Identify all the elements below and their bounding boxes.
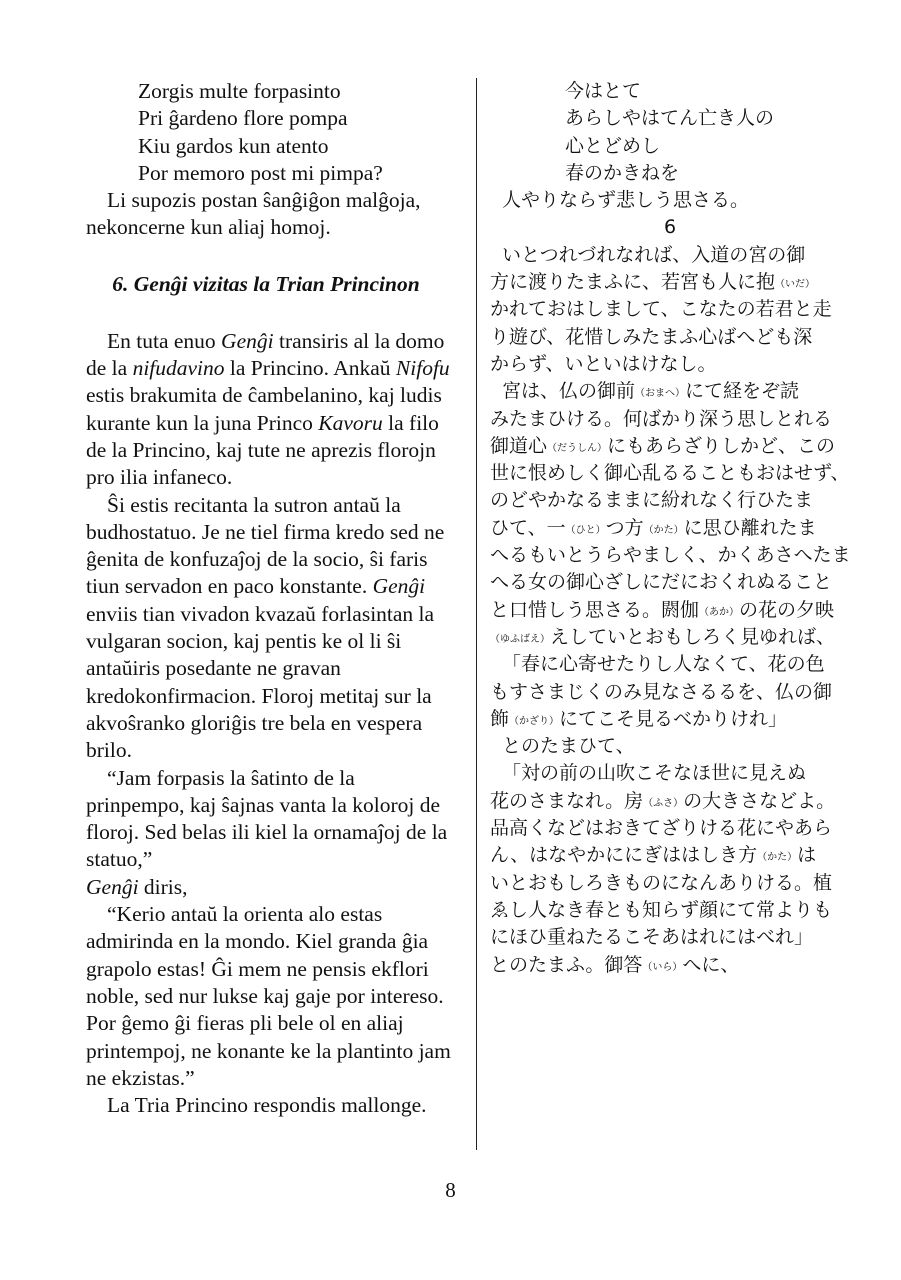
- text-line: Ŝi estis recitanta la sutron antaŭ la: [107, 492, 401, 517]
- text-line: のどやかなるままに紛れなく行ひたま: [490, 489, 814, 512]
- text-line: ゑし人なき春とも知らず顔にて常よりも: [490, 898, 833, 921]
- text-line: La Tria Princino respondis mallonge.: [107, 1093, 427, 1118]
- text-line: Genĝi diris,: [86, 874, 188, 899]
- text-line: 人やりならず悲しう思さる。: [502, 189, 750, 212]
- text-line: 宮は、仏の御前（おまへ）にて経をぞ読: [502, 380, 800, 403]
- text-line: と口惜しう思さる。閼伽（あか）の花の夕映: [490, 598, 835, 621]
- text-line: En tuta enuo Genĝi transiris al la domo: [107, 328, 445, 353]
- text-line: ĝenita de konfuzaĵoj de la socio, ŝi faris: [86, 547, 428, 572]
- japanese-column: [490, 78, 850, 979]
- text-line: 飾（かざり）にてこそ見るべかりけれ」: [490, 707, 788, 730]
- section-number: 6: [663, 216, 677, 239]
- text-line: floroj. Sed belas ili kiel la ornamaĵoj de la: [86, 820, 448, 845]
- ruby-reading: （ゆふばえ）: [490, 633, 550, 645]
- poem-line: 今はとて: [565, 80, 642, 102]
- text-line: 方に渡りたまふに、若宮も人に抱（いだ）: [490, 271, 816, 294]
- text-line: prinpempo, kaj ŝajnas vanta la koloroj de: [86, 792, 441, 817]
- ruby-reading: （あか）: [699, 606, 740, 618]
- verse-line: Pri ĝardeno flore pompa: [138, 106, 348, 131]
- text-line: kredokonfirmacion. Floroj metitaj sur la: [86, 683, 432, 708]
- text-line: Li supozis postan ŝanĝiĝon malĝoja,: [107, 188, 421, 213]
- text-line: にほひ重ねたるこそあはれにはべれ」: [490, 926, 814, 949]
- poem-line: あらしやはてん亡き人の: [565, 107, 775, 130]
- text-line: noble, sed nur lukse kaj gaje por intereso.: [86, 983, 444, 1008]
- poem-line: 春のかきねを: [565, 161, 680, 184]
- text-line: Por ĝemo ĝi fieras pli bele ol en aliaj: [86, 1011, 404, 1036]
- text-line: enviis tian vivadon kvazaŭ forlasintan la: [86, 601, 435, 626]
- text-line: estis brakumita de ĉambelanino, kaj ludis: [86, 383, 442, 408]
- ruby-reading: （いら）: [642, 961, 683, 973]
- text-line: budhostatuo. Je ne tiel firma kredo sed ne: [86, 519, 445, 544]
- italic-name: Genĝi: [372, 574, 426, 599]
- text-line: ひて、一（ひと）つ方（かた）に思ひ離れたま: [490, 516, 817, 539]
- text-line: tiun servadon en paco konstante. Genĝi: [86, 574, 426, 599]
- text-line: ne ekzistas.”: [86, 1065, 195, 1090]
- text-line: akvoŝranko gloriĝis tre bela en vespera: [86, 710, 423, 735]
- esperanto-column: [86, 78, 466, 1119]
- italic-name: Genĝi: [86, 874, 139, 899]
- text-line: いとつれづれなれば、入道の宮の御: [502, 243, 806, 266]
- text-line: へるもいとうらやましく、かくあさへたま: [490, 544, 851, 567]
- text-line: 「対の前の山吹こそなほ世に見えぬ: [502, 762, 807, 785]
- text-line: nekoncerne kun aliaj homoj.: [86, 215, 331, 240]
- text-line: みたまひける。何ばかり深う思しとれる: [490, 407, 833, 430]
- italic-name: Nifofu: [395, 356, 450, 381]
- text-line: “Jam forpasis la ŝatinto de la: [107, 765, 355, 790]
- text-line: statuo,”: [86, 847, 153, 872]
- text-line: いとおもしろきものになんありける。植: [490, 871, 833, 894]
- text-line: de la nifudavino la Princino. Ankaŭ Nifofu: [86, 356, 450, 381]
- column-divider: [476, 78, 477, 1150]
- text-line: admirinda en la mondo. Kiel granda ĝia: [86, 929, 429, 954]
- italic-name: Kavoru: [318, 410, 383, 435]
- text-line: とのたまふ。御答（いら）へに、: [490, 953, 740, 976]
- ruby-reading: （おまへ）: [635, 388, 686, 400]
- text-line: へる女の御心ざしにだにおくれぬること: [490, 571, 833, 594]
- text-line: pro ilia infaneco.: [86, 465, 233, 490]
- ruby-reading: （いだ）: [775, 279, 816, 291]
- text-line: 「春に心寄せたりし人なくて、花の色: [502, 653, 825, 676]
- text-line: grapolo estas! Ĝi mem ne pensis ekflori: [86, 956, 429, 981]
- text-line: かれておはしまして、こなたの若君と走: [490, 298, 832, 321]
- text-line: de la Princino, kaj tute ne aprezis florojn: [86, 437, 436, 462]
- italic-term: nifudavino: [132, 356, 225, 381]
- ruby-reading: （ひと）: [565, 524, 606, 536]
- text-line: “Kerio antaŭ la orienta alo estas: [107, 902, 383, 927]
- ruby-reading: （ふさ）: [643, 797, 684, 809]
- text-line: （ゆふばえ）えしていとおもしろく見ゆれば、: [490, 625, 836, 648]
- text-line: brilo.: [86, 738, 132, 763]
- ruby-reading: （だうしん）: [547, 442, 608, 454]
- ruby-reading: （かた）: [643, 524, 684, 536]
- text-line: とのたまひて、: [502, 735, 635, 758]
- text-line: vulgaran socion, kaj pentis ke ol li ŝi: [86, 629, 402, 654]
- ruby-reading: （かた）: [757, 852, 798, 864]
- verse-line: Por memoro post mi pimpa?: [138, 160, 383, 185]
- text-line: 世に恨めしく御心乱るることもおはせず、: [490, 462, 850, 485]
- text-line: kurante kun la juna Princo Kavoru la filo: [86, 410, 439, 435]
- ruby-reading: （かざり）: [509, 715, 560, 727]
- text-line: printempoj, ne konante ke la plantinto jam: [86, 1038, 451, 1063]
- text-line: り遊び、花惜しみたまふ心ばへども深: [490, 325, 813, 348]
- italic-name: Genĝi: [221, 328, 274, 353]
- section-heading: 6. Genĝi vizitas la Trian Princinon: [112, 271, 420, 296]
- text-line: 品高くなどはおきてざりける花にやあら: [490, 817, 833, 840]
- verse-line: Zorgis multe forpasinto: [138, 79, 341, 103]
- text-line: 御道心（だうしん）にもあらざりしかど、この: [490, 434, 836, 457]
- verse-line: Kiu gardos kun atento: [138, 133, 329, 158]
- text-line: antaŭiris posedante ne gravan: [86, 656, 341, 681]
- text-line: もすさまじくのみ見なさるるを、仏の御: [490, 680, 833, 703]
- text-line: からず、いといはけなし。: [490, 352, 717, 375]
- text-line: ん、はなやかににぎははしき方（かた）は: [490, 844, 817, 867]
- text-line: 花のさまなれ。房（ふさ）の大きさなどよ。: [490, 789, 836, 812]
- poem-line: 心とどめし: [565, 134, 661, 157]
- page-number: 8: [445, 1178, 456, 1202]
